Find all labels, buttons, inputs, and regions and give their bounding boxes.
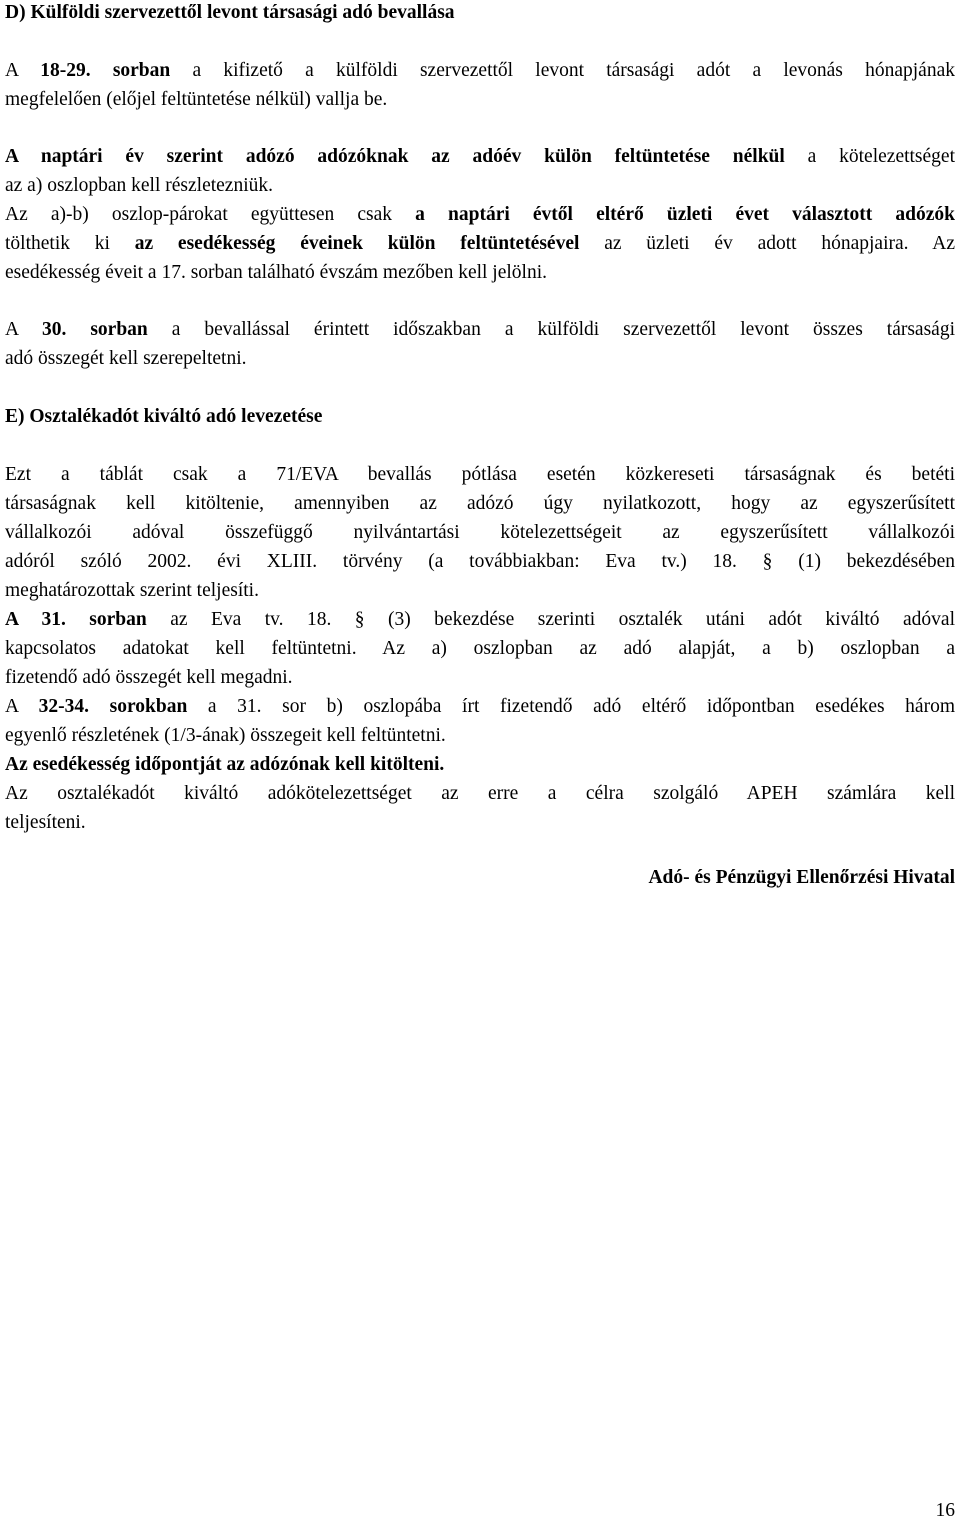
section-d-paragraph-1: A 18-29. sorban a kifizető a külföldi szervezettől levont társasági adót a levonás hónapjának megfelelően (előjel feltüntetése nélkül) vallja be. [5, 60, 955, 110]
section-e-paragraph-4: Az esedékesség időpontját az adózónak kell kitölteni. [5, 754, 445, 775]
page-number: 16 [935, 1500, 955, 1521]
section-e-paragraph-5: Az osztalékadót kiváltó adókötelezettséget az erre a célra szolgáló APEH számlára kell teljesíteni. [5, 783, 955, 833]
signature-authority: Adó- és Pénzügyi Ellenőrzési Hivatal [648, 867, 955, 888]
section-d-paragraph-4: A 30. sorban a bevallással érintett időszakban a külföldi szervezettől levont összes társasági adó összegét kell szerepeltetni. [5, 319, 955, 369]
section-d-heading: D) Külföldi szervezettől levont társasági adó bevallása [5, 2, 455, 23]
section-e-paragraph-3: A 32-34. sorokban a 31. sor b) oszlopába írt fizetendő adó eltérő időpontban esedékes három egyenlő részletének (1/3-ának) összegeit kell feltüntetni. [5, 696, 955, 746]
section-e-paragraph-2: A 31. sorban az Eva tv. 18. § (3) bekezdése szerinti osztalék utáni adót kiváltó adóval kapcsolatos adatokat kell feltüntetni. Az a) oszlopban az adó alapját, a b) oszlopban a fizetendő adó összegét kell megadni. [5, 609, 955, 688]
section-e-paragraph-1: Ezt a táblát csak a 71/EVA bevallás pótlása esetén közkereseti társaságnak és betéti társaságnak kell kitöltenie, amennyiben az adózó úgy nyilatkozott, hogy az egyszerűsített vállalkozói adóval összefüggő nyilvántartási kötelezettségeit az egyszerűsített vállalkozói adóról szóló 2002. évi XLIII. törvény (a továbbiakban: Eva tv.) 18. § (1) bekezdésében meghatározottak szerint teljesíti. [5, 464, 955, 601]
section-e-heading: E) Osztalékadót kiváltó adó levezetése [5, 406, 323, 427]
section-d-paragraph-3: Az a)-b) oszlop-párokat együttesen csak a naptári évtől eltérő üzleti évet választott adózók tölthetik ki az esedékesség éveinek külön feltüntetésével az üzleti év adott hónapjaira. Az esedékesség éveit a 17. sorban található évszám mezőben kell jelölni. [5, 204, 955, 283]
section-d-paragraph-2: A naptári év szerint adózó adózóknak az adóév külön feltüntetése nélkül a kötelezettséget az a) oszlopban kell részletezniük. [5, 146, 955, 196]
